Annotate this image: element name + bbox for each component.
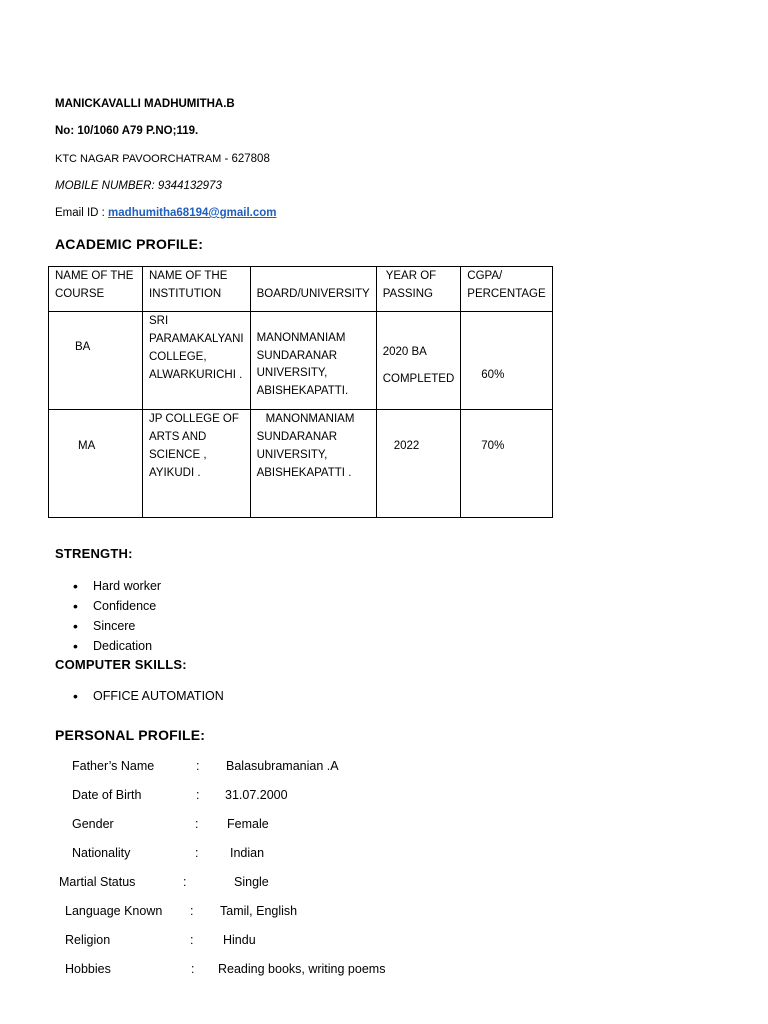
value-language-known: Tamil, English	[220, 904, 298, 918]
table-header-row	[49, 267, 553, 312]
email-link[interactable]: madhumitha68194@gmail.com	[108, 207, 277, 219]
table-row	[49, 312, 553, 410]
list-item: • Dedication	[73, 636, 161, 656]
address-pincode: - 627808	[221, 153, 270, 165]
header-percentage: CGPA/ PERCENTAGE	[461, 267, 552, 312]
separator: :	[190, 904, 194, 918]
email-line	[55, 207, 276, 219]
separator: :	[191, 962, 195, 976]
value-martial-status: Single	[234, 875, 269, 889]
header-course: NAME OF THE COURSE	[49, 267, 143, 312]
value-gender: Female	[227, 817, 269, 831]
academic-table	[48, 266, 553, 518]
personal-profile-heading: PERSONAL PROFILE:	[55, 727, 206, 743]
separator: :	[196, 788, 200, 802]
address-line-1: No: 10/1060 A79 P.NO;119.	[55, 125, 199, 137]
label-hobbies: Hobbies	[65, 962, 111, 976]
cell-institution: SRI PARAMAKALYANI COLLEGE, ALWARKURICHI .	[143, 312, 251, 410]
header-board: BOARD/UNIVERSITY	[250, 267, 376, 312]
value-date-of-birth: 31.07.2000	[225, 788, 288, 802]
list-item: • OFFICE AUTOMATION	[73, 686, 224, 706]
email-label: Email ID :	[55, 207, 105, 219]
computer-skills-heading: COMPUTER SKILLS:	[55, 657, 187, 672]
value-hobbies: Reading books, writing poems	[218, 962, 386, 976]
cell-percentage: 70%	[461, 410, 552, 518]
mobile-number: MOBILE NUMBER: 9344132973	[55, 180, 222, 192]
cell-course: BA	[49, 312, 143, 410]
list-item: • Hard worker	[73, 576, 161, 596]
value-fathers-name: Balasubramanian .A	[226, 759, 339, 773]
value-religion: Hindu	[223, 933, 256, 947]
academic-profile-heading: ACADEMIC PROFILE:	[55, 236, 204, 252]
table-row	[49, 410, 553, 518]
cell-board: MANONMANIAM SUNDARANAR UNIVERSITY, ABISHEKAPATTI .	[250, 410, 376, 518]
cell-percentage: 60%	[461, 312, 552, 410]
label-date-of-birth: Date of Birth	[72, 788, 142, 802]
address-locality: KTC NAGAR PAVOORCHATRAM	[55, 153, 222, 165]
label-fathers-name: Father’s Name	[72, 759, 155, 773]
separator: :	[196, 759, 200, 773]
label-gender: Gender	[72, 817, 114, 831]
header-institution: NAME OF THE INSTITUTION	[143, 267, 251, 312]
list-item: • Confidence	[73, 596, 161, 616]
address-line-2	[55, 153, 270, 165]
separator: :	[195, 846, 199, 860]
separator: :	[183, 875, 187, 889]
separator: :	[190, 933, 194, 947]
applicant-name: MANICKAVALLI MADHUMITHA.B	[55, 98, 235, 110]
separator: :	[195, 817, 199, 831]
strength-list	[73, 576, 161, 656]
label-religion: Religion	[65, 933, 111, 947]
cell-course: MA	[49, 410, 143, 518]
cell-year: 2020 BA COMPLETED	[376, 312, 461, 410]
label-language-known: Language Known	[65, 904, 163, 918]
list-item: • Sincere	[73, 616, 161, 636]
cell-institution: JP COLLEGE OF ARTS AND SCIENCE , AYIKUDI .	[143, 410, 251, 518]
cell-board: MANONMANIAM SUNDARANAR UNIVERSITY, ABISHEKAPATTI.	[250, 312, 376, 410]
label-nationality: Nationality	[72, 846, 131, 860]
header-year: YEAR OF PASSING	[376, 267, 461, 312]
cell-year: 2022	[376, 410, 461, 518]
strength-heading: STRENGTH:	[55, 546, 133, 561]
label-martial-status: Martial Status	[59, 875, 136, 889]
computer-skills-list	[73, 686, 224, 706]
value-nationality: Indian	[230, 846, 265, 860]
